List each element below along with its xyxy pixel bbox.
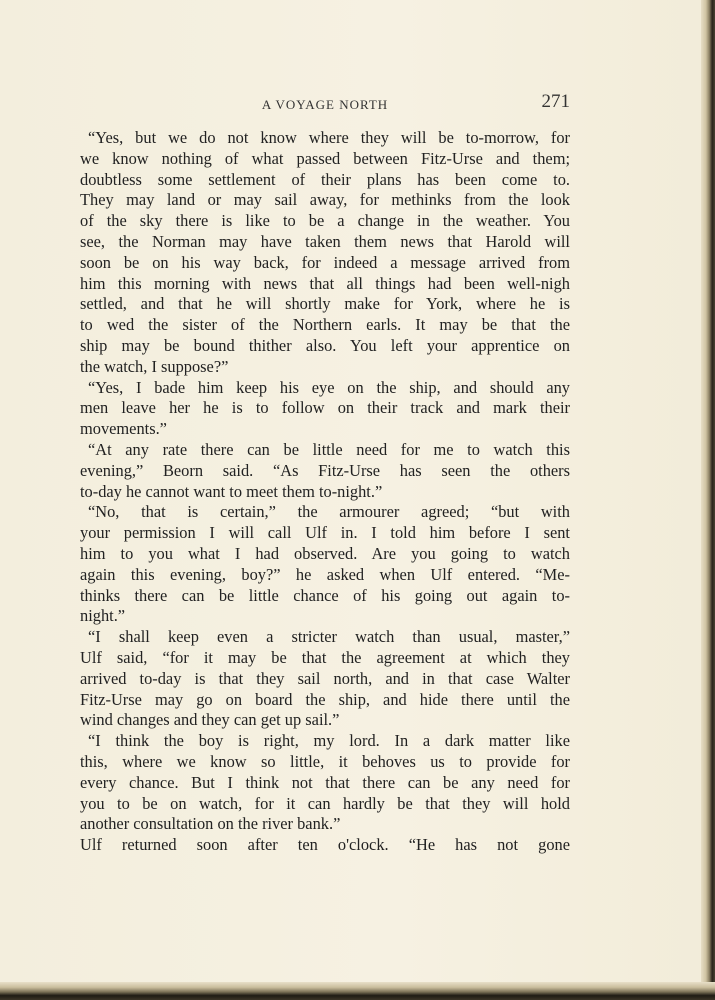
text-line: settled, and that he will shortly make for York, where he is [80, 294, 570, 314]
text-line: again this evening, boy?” he asked when Ulf entered. “Me- [80, 564, 570, 584]
text-line: to wed the sister of the Northern earls. It may be that the [80, 315, 570, 335]
text-line: soon be on his way back, for indeed a message arrived from [80, 252, 570, 272]
text-line: him to you what I had observed. Are you going to watch [80, 543, 570, 563]
text-line: Ulf returned soon after ten o'clock. “He has not gone [80, 835, 570, 855]
text-line: see, the Norman may have taken them news that Harold will [80, 231, 570, 251]
text-line: thinks there can be little chance of his going out again to- [80, 585, 570, 605]
text-line: movements.” [80, 419, 167, 439]
text-line: evening,” Beorn said. “As Fitz-Urse has seen the others [80, 460, 570, 480]
text-line: Fitz-Urse may go on board the ship, and hide there until the [80, 689, 570, 709]
text-line: “At any rate there can be little need for me to watch this [88, 439, 570, 459]
text-line: wind changes and they can get up sail.” [80, 710, 340, 730]
text-line: your permission I will call Ulf in. I told him before I sent [80, 523, 570, 543]
running-head: A VOYAGE NORTH [261, 97, 389, 112]
text-line: “Yes, I bade him keep his eye on the ship, and should any [88, 377, 570, 397]
text-line: “No, that is certain,” the armourer agreed; “but with [88, 502, 570, 522]
text-line: of the sky there is like to be a change in the weather. You [80, 211, 570, 231]
body-text [80, 128, 570, 856]
text-line: They may land or may sail away, for methinks from the look [80, 190, 570, 210]
text-line: men leave her he is to follow on their track and mark their [80, 398, 570, 418]
text-line: night.” [80, 606, 126, 626]
text-line: we know nothing of what passed between Fitz-Urse and them; [80, 148, 570, 168]
text-line: him this morning with news that all things had been well-nigh [80, 273, 570, 293]
page-header [80, 91, 570, 117]
text-line: the watch, I suppose?” [80, 356, 229, 376]
page-number: 271 [541, 91, 570, 112]
text-line: this, where we know so little, it behoves us to provide for [80, 751, 570, 771]
text-line: arrived to-day is that they sail north, and in that case Walter [80, 668, 570, 688]
text-line: Ulf said, “for it may be that the agreement at which they [80, 647, 570, 667]
page-edge-bottom [0, 982, 715, 1000]
page-edge-right [701, 0, 715, 1000]
text-line: ship may be bound thither also. You left your apprentice on [80, 335, 570, 355]
text-line: “I shall keep even a stricter watch than usual, master,” [88, 627, 570, 647]
text-line: you to be on watch, for it can hardly be that they will hold [80, 793, 570, 813]
text-line: “Yes, but we do not know where they will be to-morrow, for [88, 128, 570, 147]
text-line: doubtless some settlement of their plans has been come to. [80, 169, 570, 189]
text-line: to-day he cannot want to meet them to-night.” [80, 481, 383, 501]
text-line: another consultation on the river bank.” [80, 814, 341, 834]
text-line: “I think the boy is right, my lord. In a dark matter like [88, 731, 570, 751]
text-line: every chance. But I think not that there can be any need for [80, 772, 570, 792]
